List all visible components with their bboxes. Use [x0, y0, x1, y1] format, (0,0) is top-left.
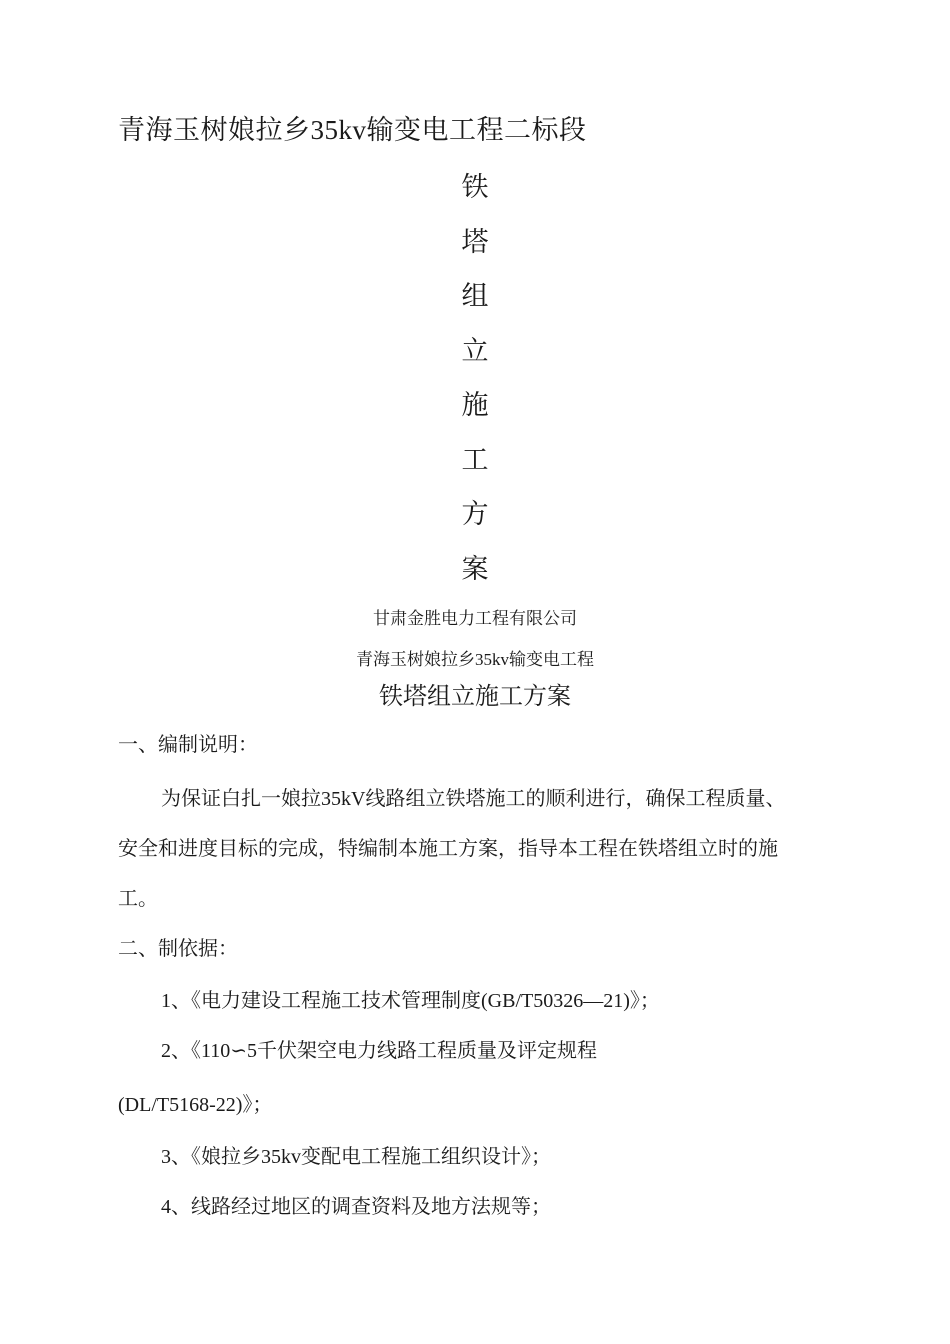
list-item: 2、《110∽5千伏架空电力线路工程质量及评定规程 — [161, 1040, 598, 1062]
vertical-title-char: 铁 — [461, 172, 489, 202]
project-title: 青海玉树娘拉乡35kv输变电工程二标段 — [118, 115, 587, 145]
list-item: 1、《电力建设工程施工技术管理制度(GB/T50326—21)》； — [161, 990, 660, 1012]
vertical-title-char: 立 — [461, 335, 489, 366]
company-name: 甘肃金胜电力工程有限公司 — [373, 609, 577, 628]
list-item-continuation: (DL/T5168-22)》； — [118, 1094, 273, 1116]
vertical-title-char: 组 — [461, 281, 489, 311]
vertical-title-char: 施 — [461, 390, 489, 420]
document-title: 铁塔组立施工方案 — [379, 684, 571, 710]
section-heading-2: 二、制依据： — [118, 938, 238, 960]
vertical-title-char: 方 — [461, 499, 489, 529]
list-item: 4、线路经过地区的调查资料及地方法规等； — [161, 1196, 551, 1218]
paragraph-line: 工。 — [118, 888, 158, 910]
vertical-title-char: 工 — [461, 444, 489, 475]
paragraph-line: 安全和进度目标的完成，特编制本施工方案，指导本工程在铁塔组立时的施 — [118, 838, 778, 860]
section-heading-1: 一、编制说明： — [118, 734, 258, 756]
list-item: 3、《娘拉乡35kv变配电工程施工组织设计》； — [161, 1146, 551, 1168]
subproject-name: 青海玉树娘拉乡35kv输变电工程 — [356, 650, 594, 669]
vertical-title-char: 塔 — [461, 226, 489, 257]
vertical-cover-title — [0, 160, 950, 596]
vertical-title-char: 案 — [461, 553, 489, 584]
paragraph-line: 为保证白扎一娘拉35kV线路组立铁塔施工的顺利进行，确保工程质量、 — [161, 788, 786, 810]
